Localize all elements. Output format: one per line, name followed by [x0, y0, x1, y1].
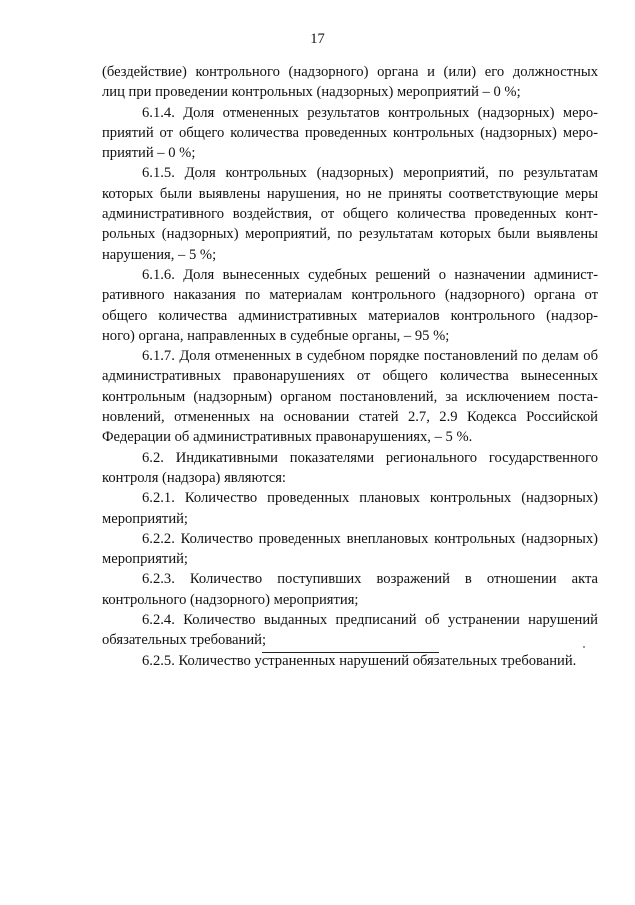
text-line: ративного наказания по материалам контрольного (надзорного) органа от — [102, 287, 598, 304]
paragraph-6-2-3 — [102, 569, 598, 610]
paragraph-6-1-6 — [102, 265, 598, 346]
scan-speck — [583, 646, 585, 648]
text-line: 6.2.3. Количество поступивших возражений в отношении акта — [142, 571, 598, 588]
text-line: мероприятий; — [102, 510, 188, 527]
document-body — [102, 62, 598, 671]
paragraph-6-1-4 — [102, 103, 598, 164]
text-line: 6.1.5. Доля контрольных (надзорных) мероприятий, по результатам — [142, 165, 598, 182]
text-line: контрольного (надзорного) мероприятия; — [102, 591, 359, 608]
paragraph-continuation — [102, 62, 598, 103]
paragraph-6-2-4 — [102, 610, 598, 651]
text-line: контроля (надзора) являются: — [102, 469, 286, 486]
text-line: 6.1.4. Доля отмененных результатов контрольных (надзорных) меро- — [142, 104, 598, 121]
text-line: нарушения, – 5 %; — [102, 246, 217, 263]
text-line: 6.1.7. Доля отмененных в судебном порядке постановлений по делам об — [142, 348, 598, 365]
text-line: которых были выявлены нарушения, но не приняты соответствующие меры — [102, 185, 598, 202]
text-line: (бездействие) контрольного (надзорного) органа и (или) его должностных — [102, 64, 598, 80]
text-line: 6.2.4. Количество выданных предписаний об устранении нарушений — [142, 612, 598, 629]
paragraph-6-1-7 — [102, 346, 598, 447]
page-number: 17 — [310, 31, 325, 47]
text-line: приятий от общего количества проведенных контрольных (надзорных) меро- — [102, 124, 598, 141]
paragraph-6-2-2 — [102, 529, 598, 570]
text-line: общего количества административных материалов контрольного (надзор- — [102, 307, 598, 324]
text-line: новлений, отмененных на основании статей 2.7, 2.9 Кодекса Российской — [102, 409, 598, 426]
paragraph-6-2 — [102, 448, 598, 489]
text-line: лиц при проведении контрольных (надзорных) мероприятий – 0 %; — [102, 84, 521, 101]
text-line: обязательных требований; — [102, 632, 267, 649]
text-line: Федерации об административных правонарушениях, – 5 %. — [102, 429, 473, 446]
text-line: мероприятий; — [102, 551, 188, 568]
text-line: 6.2.1. Количество проведенных плановых контрольных (надзорных) — [142, 490, 598, 507]
text-line: ного) органа, направленных в судебные органы, – 95 %; — [102, 327, 450, 344]
end-separator-line — [262, 652, 439, 653]
text-line: 6.2.2. Количество проведенных внеплановых контрольных (надзорных) — [142, 530, 598, 547]
text-line: 6.1.6. Доля вынесенных судебных решений о назначении админист- — [142, 266, 598, 283]
text-line: административного воздействия, от общего количества проведенных конт- — [102, 206, 598, 223]
paragraph-6-2-1 — [102, 488, 598, 529]
text-line: контрольным (надзорным) органом постановлений, за исключением поста- — [102, 388, 598, 405]
text-line: приятий – 0 %; — [102, 145, 196, 162]
text-line: 6.2. Индикативными показателями регионального государственного — [142, 449, 598, 466]
paragraph-6-2-5 — [102, 651, 598, 671]
text-line: административных правонарушениях от общего количества вынесенных — [102, 368, 598, 385]
text-line: рольных (надзорных) мероприятий, по результатам которых были выявлены — [102, 226, 598, 243]
paragraph-6-1-5 — [102, 163, 598, 264]
text-line: 6.2.5. Количество устраненных нарушений обязательных требований. — [142, 652, 577, 669]
